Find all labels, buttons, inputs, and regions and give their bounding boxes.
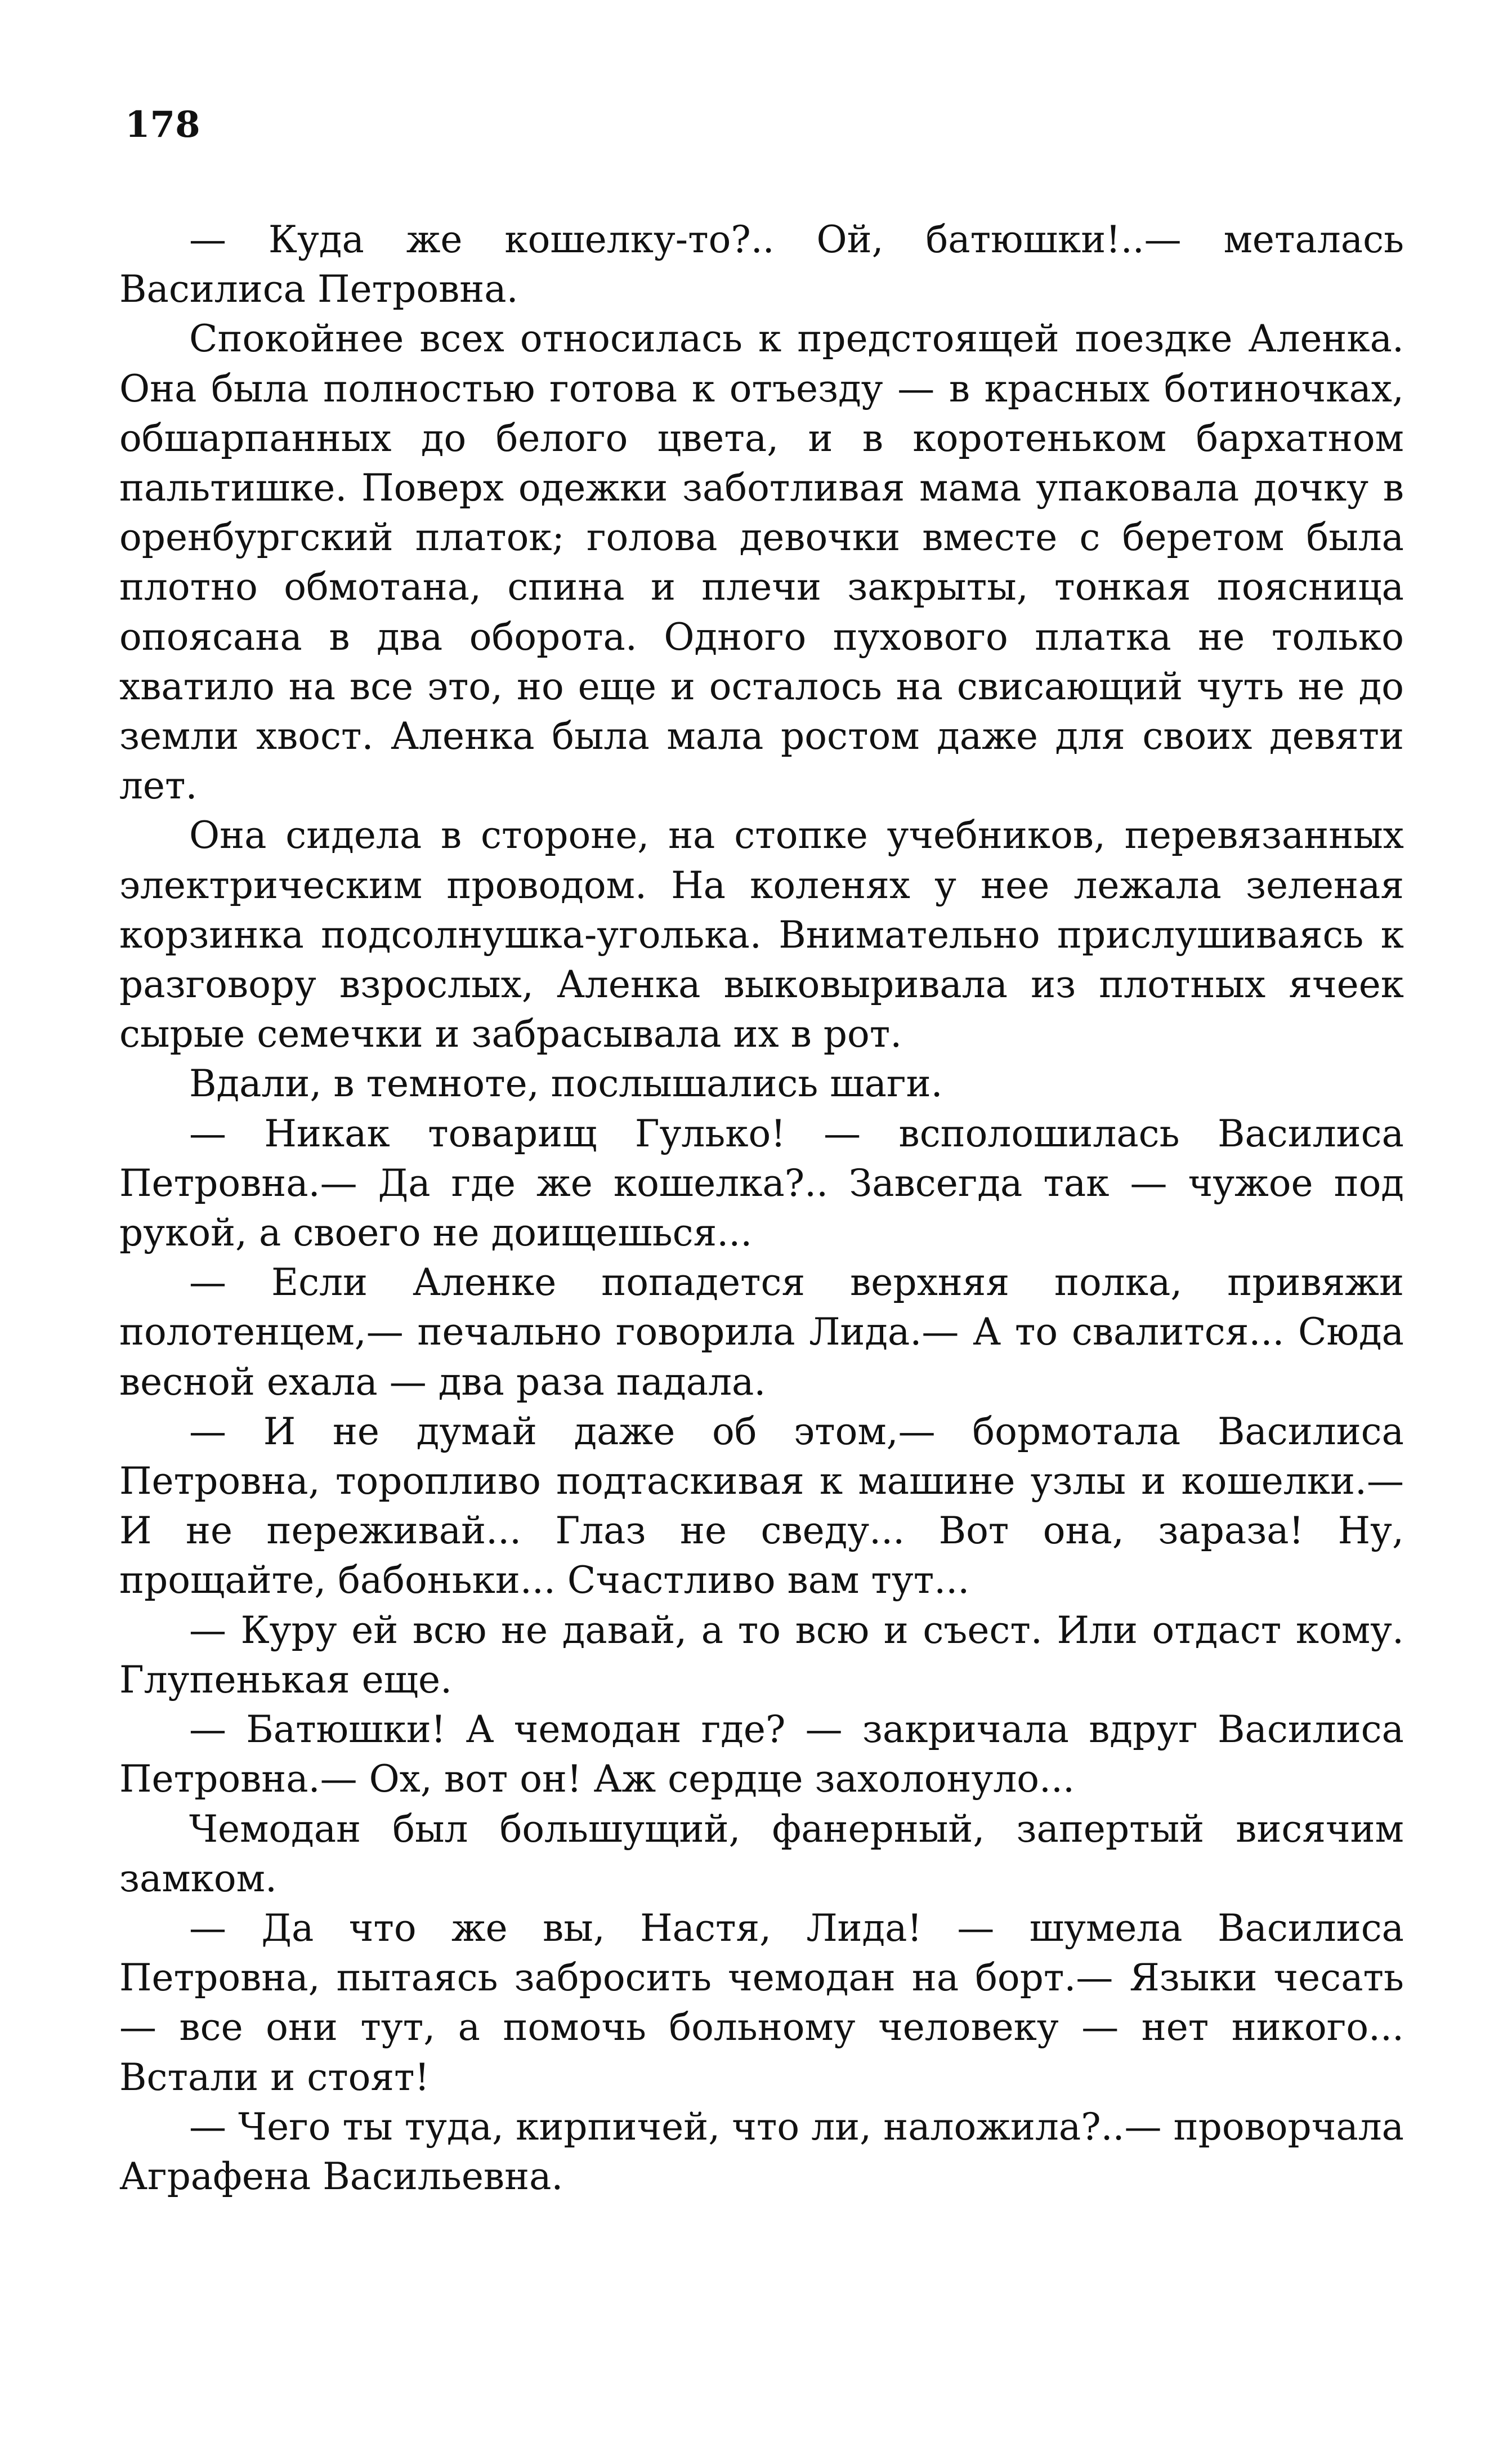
paragraph: — Никак товарищ Гулько! — всполошилась Василиса Петровна.— Да где же кошелка?.. Завсегда так — чужое под рукой, а своего не доищешься... (119, 1111, 1404, 1255)
paragraph: — И не думай даже об этом,— бормотала Василиса Петровна, торопливо подтаскивая к машине узлы и кошелки.— И не переживай... Глаз не сведу... Вот она, зараза! Ну, прощайте, бабоньки... Счастливо вам тут... (119, 1409, 1404, 1602)
page-number: 178 (125, 104, 200, 146)
paragraph: — Чего ты туда, кирпичей, что ли, наложила?..— проворчала Аграфена Васильевна. (119, 2105, 1404, 2198)
paragraph: — Да что же вы, Настя, Лида! — шумела Василиса Петровна, пытаясь забросить чемодан на борт.— Языки чесать — все они тут, а помочь больному человеку — нет никого... Встали и стоят! (119, 1906, 1404, 2099)
paragraph: — Если Аленке попадется верхняя полка, привяжи полотенцем,— печально говорила Лида.— А то свалится... Сюда весной ехала — два раза падала. (119, 1261, 1404, 1404)
paragraph: Спокойнее всех относилась к предстоящей поездке Аленка. Она была полностью готова к отъезду — в красных ботиночках, обшарпанных до белого цвета, и в коротеньком бархатном пальтишке. Поверх одежки заботливая мама упаковала дочку в оренбургский платок; голова девочки вместе с беретом была плотно обмотана, спина и плечи закрыты, тонкая поясница опоясана в два оборота. Одного пухового платка не только хватило на все это, но еще и осталось на свисающий чуть не до земли хвост. Аленка была мала ростом даже для своих девяти лет. (119, 317, 1404, 808)
paragraph: Вдали, в темноте, послышались шаги. (189, 1062, 943, 1106)
body-text (119, 215, 1404, 2202)
paragraph: — Куру ей всю не давай, а то всю и съест. Или отдаст кому. Глупенькая еще. (119, 1608, 1404, 1702)
paragraph: — Куда же кошелку-то?.. Ой, батюшки!..— металась Василиса Петровна. (119, 218, 1404, 311)
paragraph: — Батюшки! А чемодан где? — закричала вдруг Василиса Петровна.— Ох, вот он! Аж сердце захолонуло... (119, 1708, 1404, 1801)
paragraph: Чемодан был большущий, фанерный, запертый висячим замком. (119, 1807, 1404, 1900)
paragraph: Она сидела в стороне, на стопке учебников, перевязанных электрическим проводом. На коленях у нее лежала зеленая корзинка подсолнушка-уголька. Внимательно прислушиваясь к разговору взрослых, Аленка выковыривала из плотных ячеек сырые семечки и забрасывала их в рот. (119, 814, 1404, 1056)
